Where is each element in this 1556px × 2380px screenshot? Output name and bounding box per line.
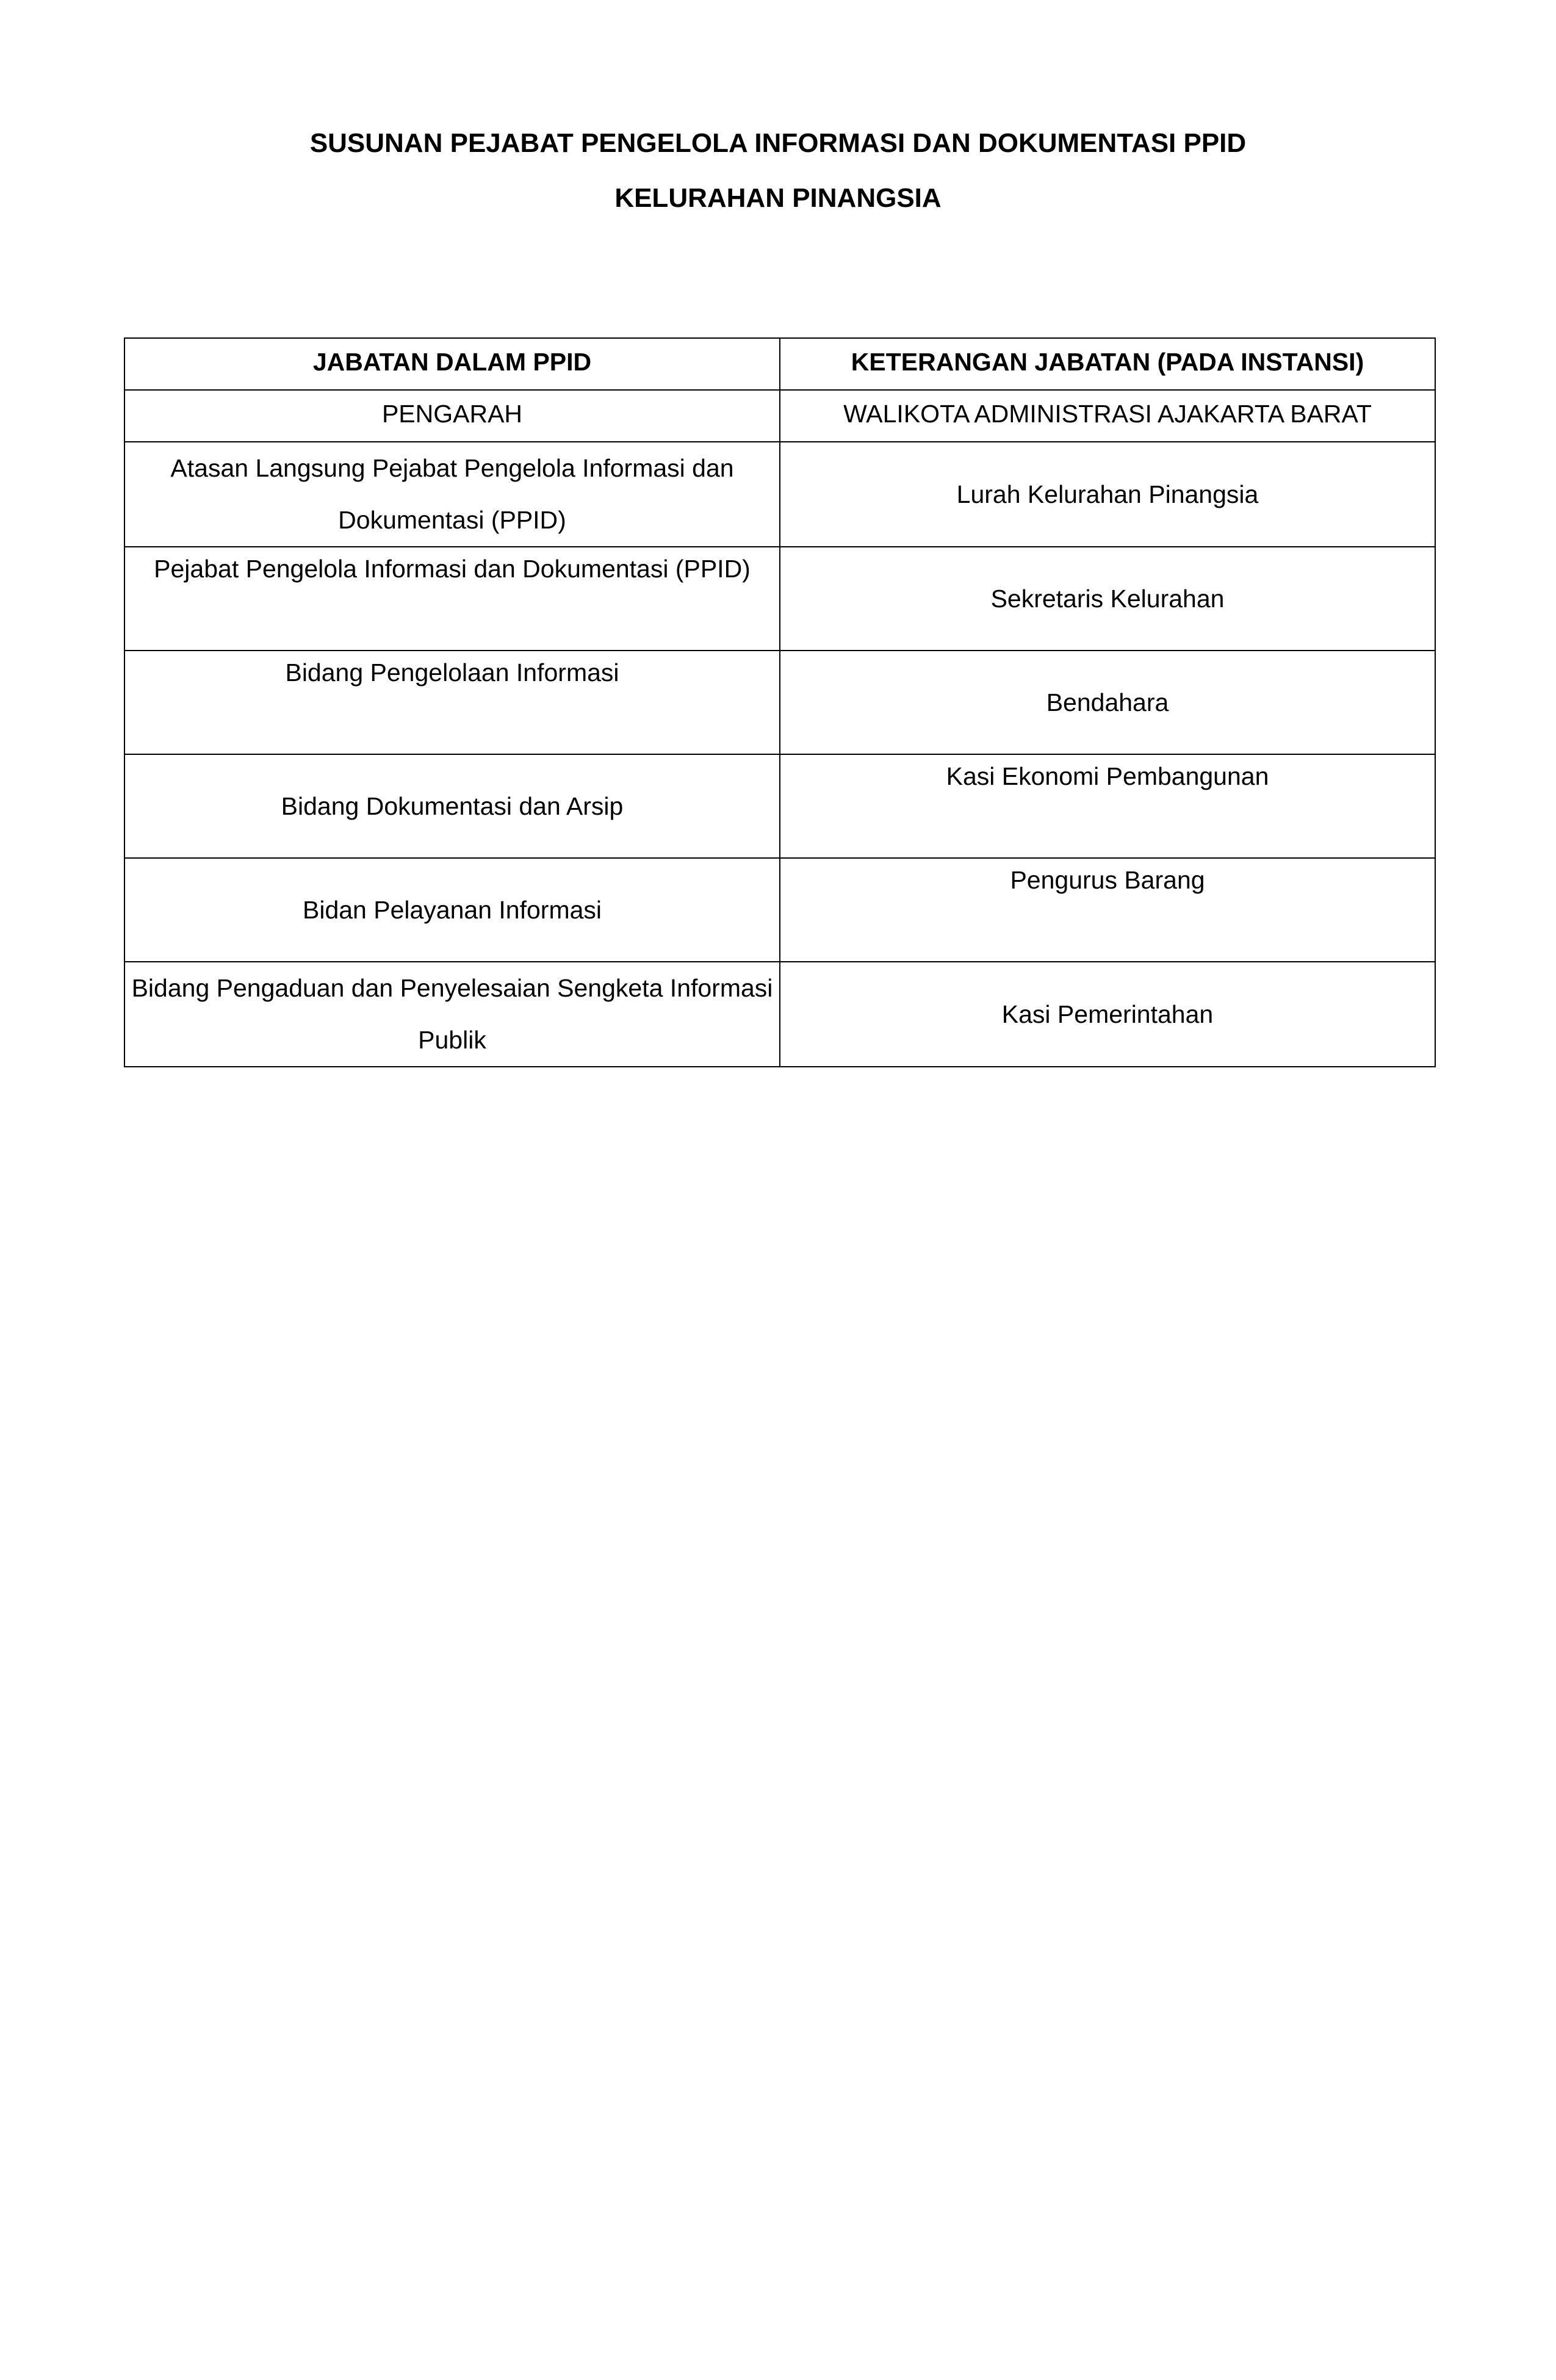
table-cell-keterangan: Kasi Pemerintahan — [780, 962, 1435, 1067]
table-row — [124, 547, 1435, 651]
table-cell-keterangan: Pengurus Barang — [780, 858, 1435, 962]
table-row — [124, 962, 1435, 1067]
table-cell-jabatan: Bidan Pelayanan Informasi — [124, 858, 780, 962]
table-row — [124, 651, 1435, 754]
ppid-officials-table — [124, 337, 1436, 1067]
table-row — [124, 442, 1435, 547]
column-header-jabatan-ppid: JABATAN DALAM PPID — [124, 338, 780, 390]
table-cell-jabatan: Bidang Pengaduan dan Penyelesaian Sengketa Informasi Publik — [124, 962, 780, 1067]
document-title: SUSUNAN PEJABAT PENGELOLA INFORMASI DAN DOKUMENTASI PPID — [309, 128, 1247, 158]
table-cell-keterangan: Sekretaris Kelurahan — [780, 547, 1435, 651]
table-cell-jabatan: Atasan Langsung Pejabat Pengelola Informasi dan Dokumentasi (PPID) — [124, 442, 780, 547]
table-cell-jabatan: Bidang Dokumentasi dan Arsip — [124, 754, 780, 858]
table-cell-jabatan: Pejabat Pengelola Informasi dan Dokumentasi (PPID) — [124, 547, 780, 651]
table-cell-jabatan: Bidang Pengelolaan Informasi — [124, 651, 780, 754]
document-subtitle: KELURAHAN PINANGSIA — [614, 183, 942, 213]
table-cell-keterangan: Kasi Ekonomi Pembangunan — [780, 754, 1435, 858]
table-row — [124, 858, 1435, 962]
table-header-row — [124, 338, 1435, 390]
table-row — [124, 390, 1435, 442]
table-cell-jabatan: PENGARAH — [124, 390, 780, 442]
table-cell-keterangan: Lurah Kelurahan Pinangsia — [780, 442, 1435, 547]
table-cell-keterangan: WALIKOTA ADMINISTRASI AJAKARTA BARAT — [780, 390, 1435, 442]
table-cell-keterangan: Bendahara — [780, 651, 1435, 754]
column-header-keterangan-jabatan: KETERANGAN JABATAN (PADA INSTANSI) — [780, 338, 1435, 390]
table-row — [124, 754, 1435, 858]
